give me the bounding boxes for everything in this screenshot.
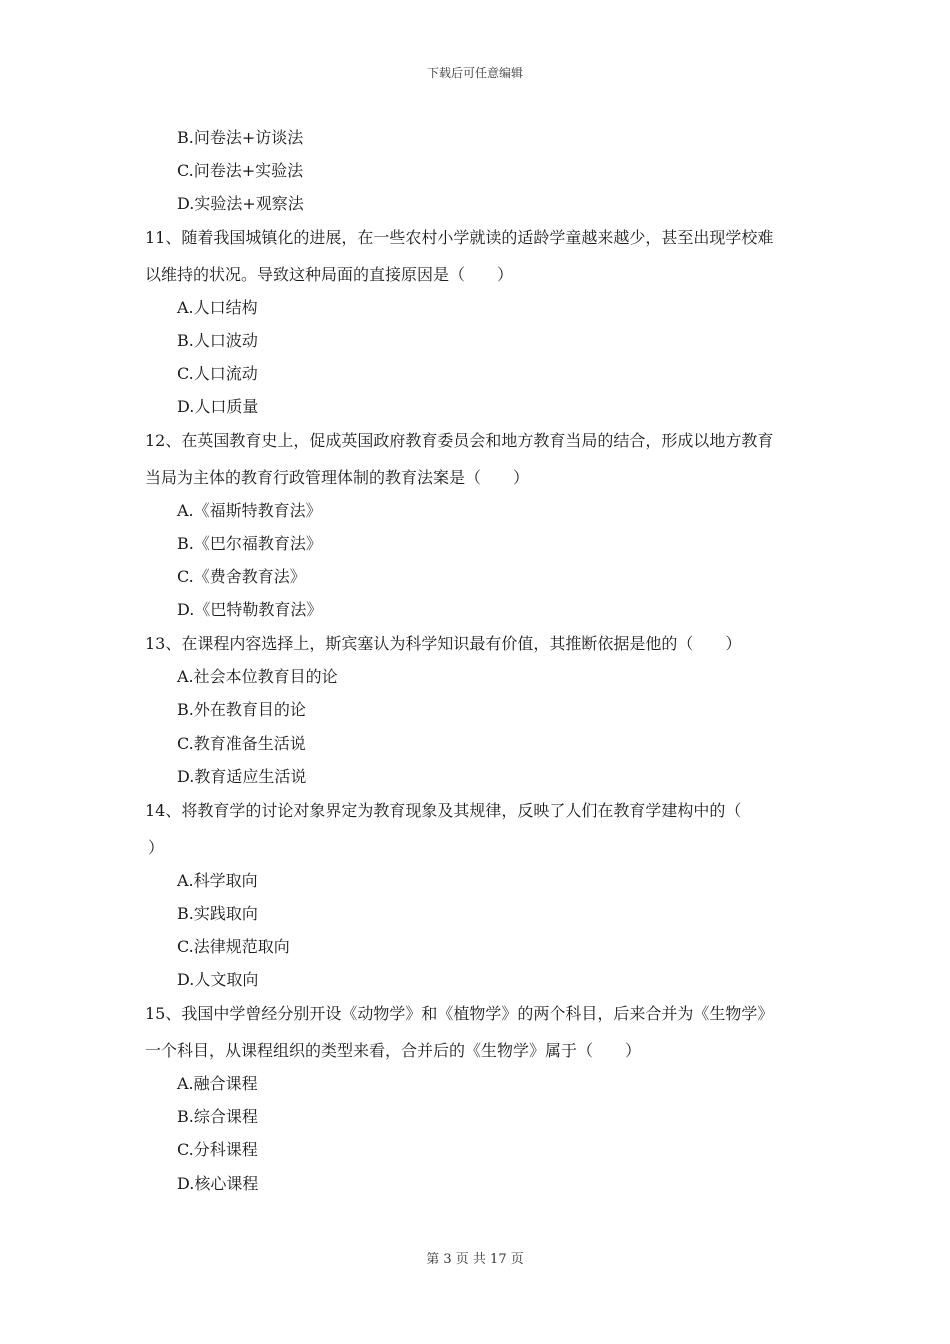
question-11-option-b: B.人口波动 bbox=[177, 331, 258, 350]
question-15-stem-line-1: 15、我国中学曾经分别开设《动物学》和《植物学》的两个科目，后来合并为《生物学》 bbox=[145, 1004, 774, 1023]
question-13-option-c: C.教育准备生活说 bbox=[177, 734, 306, 753]
question-11-option-d: D.人口质量 bbox=[177, 397, 259, 416]
question-12-option-d: D.《巴特勒教育法》 bbox=[177, 600, 323, 619]
question-11-option-a: A.人口结构 bbox=[177, 298, 258, 317]
question-14-option-a: A.科学取向 bbox=[177, 871, 258, 890]
question-13-option-d: D.教育适应生活说 bbox=[177, 767, 307, 786]
question-14-option-d: D.人文取向 bbox=[177, 970, 259, 989]
question-15-option-b: B.综合课程 bbox=[177, 1107, 258, 1126]
option-c-prev: C.问卷法+实验法 bbox=[177, 161, 304, 180]
question-11-stem-line-2: 以维持的状况。导致这种局面的直接原因是（ ） bbox=[145, 265, 514, 284]
question-14-option-c: C.法律规范取向 bbox=[177, 937, 290, 956]
question-12-option-b: B.《巴尔福教育法》 bbox=[177, 534, 322, 553]
question-11-option-c: C.人口流动 bbox=[177, 364, 258, 383]
option-b-prev: B.问卷法+访谈法 bbox=[177, 128, 304, 147]
question-11-stem-line-1: 11、随着我国城镇化的进展，在一些农村小学就读的适龄学童越来越少，甚至出现学校难 bbox=[145, 228, 774, 247]
option-d-prev: D.实验法+观察法 bbox=[177, 194, 304, 213]
question-12-stem-line-2: 当局为主体的教育行政管理体制的教育法案是（ ） bbox=[145, 468, 530, 487]
question-12-option-a: A.《福斯特教育法》 bbox=[177, 501, 322, 520]
page-footer: 第 3 页 共 17 页 bbox=[426, 1252, 524, 1267]
question-14-stem-line-1: 14、将教育学的讨论对象界定为教育现象及其规律，反映了人们在教育学建构中的（ bbox=[145, 801, 742, 820]
question-12-stem-line-1: 12、在英国教育史上，促成英国政府教育委员会和地方教育当局的结合，形成以地方教育 bbox=[145, 431, 774, 450]
page-header: 下载后可任意编辑 bbox=[426, 66, 523, 80]
question-15-option-c: C.分科课程 bbox=[177, 1140, 258, 1159]
question-12-option-c: C.《费舍教育法》 bbox=[177, 567, 306, 586]
question-15-stem-line-2: 一个科目，从课程组织的类型来看，合并后的《生物学》属于（ ） bbox=[145, 1041, 642, 1060]
question-15-option-a: A.融合课程 bbox=[177, 1074, 258, 1093]
question-13-option-b: B.外在教育目的论 bbox=[177, 700, 306, 719]
question-14-stem-line-2: ） bbox=[148, 838, 165, 857]
question-15-option-d: D.核心课程 bbox=[177, 1174, 259, 1193]
question-13-option-a: A.社会本位教育目的论 bbox=[177, 667, 338, 686]
question-14-option-b: B.实践取向 bbox=[177, 904, 258, 923]
question-13-stem-line-1: 13、在课程内容选择上，斯宾塞认为科学知识最有价值，其推断依据是他的（ ） bbox=[145, 634, 742, 653]
